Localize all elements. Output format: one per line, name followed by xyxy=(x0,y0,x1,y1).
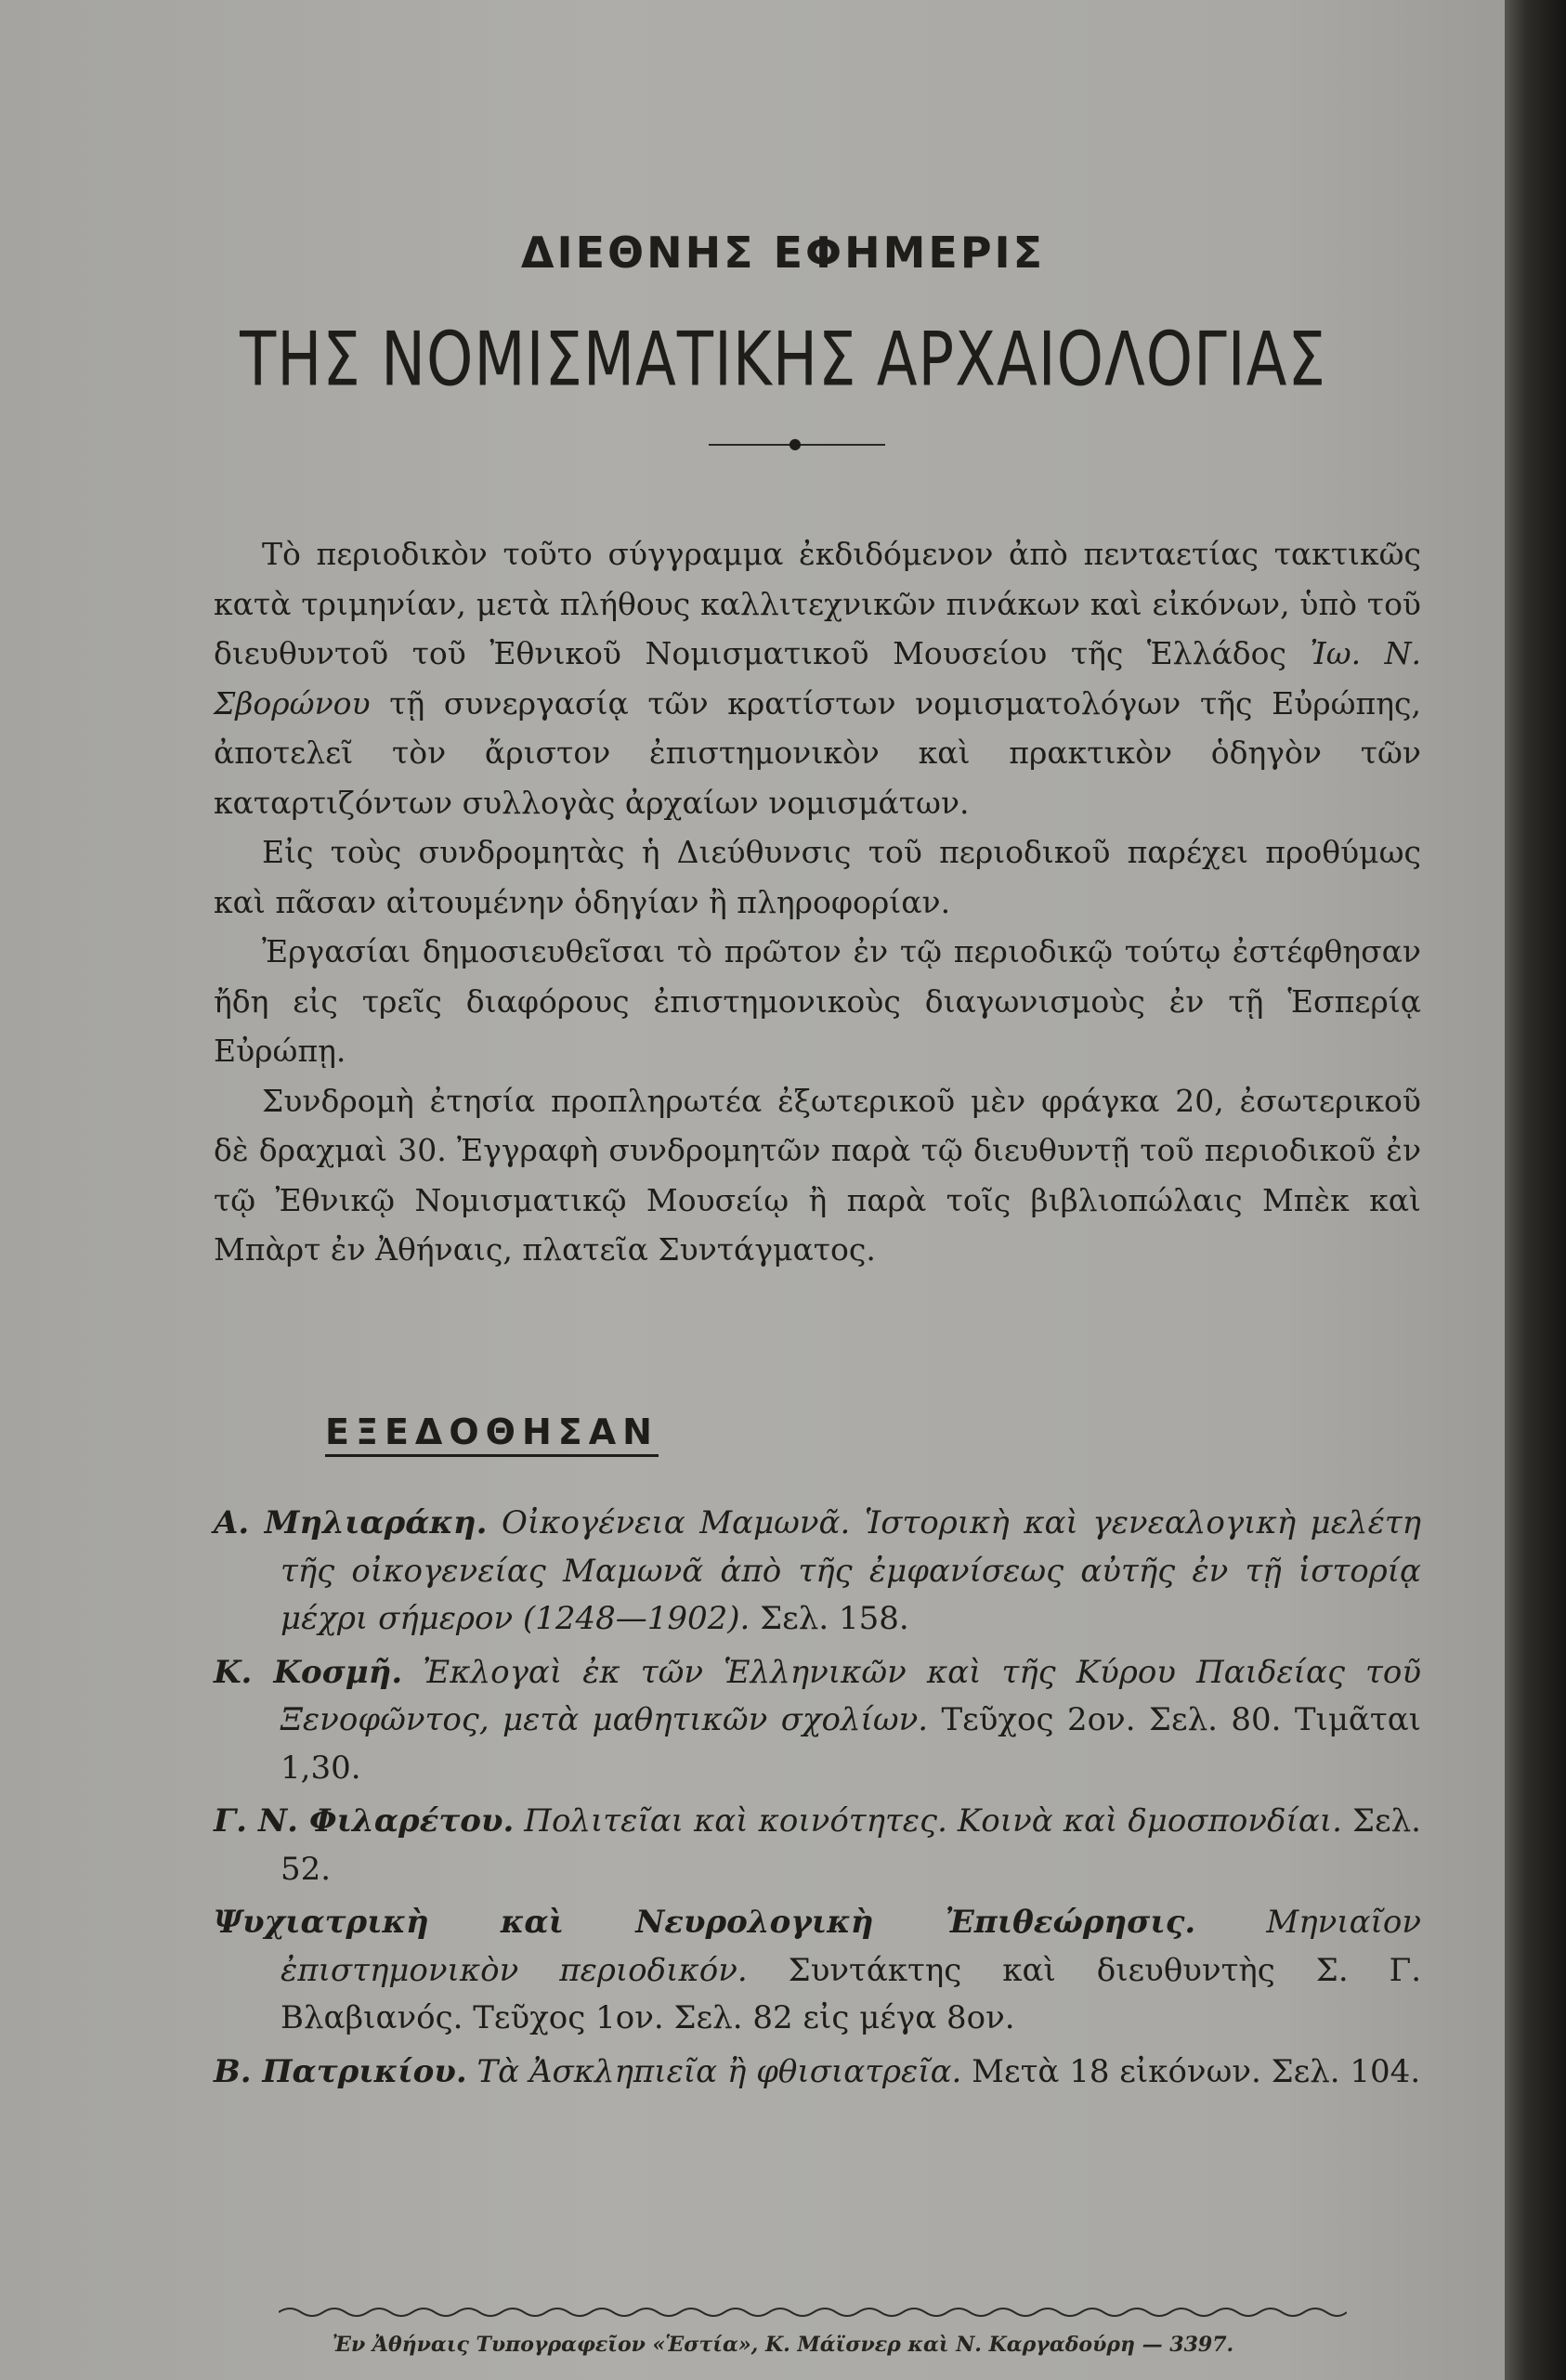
publication-entry: Β. Πατρικίου. Τὰ Ἀσκληπιεῖα ἢ φθισιατρεῖα. Μετὰ 18 εἰκόνων. Σελ. 104. xyxy=(214,2052,1421,2090)
intro-paragraph-2: Εἰς τοὺς συνδρομητὰς ἡ Διεύθυνσις τοῦ περιοδικοῦ παρέχει προθύμως καὶ πᾶσαν αἰτουμένην ὁδηγίαν ἢ πληροφορίαν. xyxy=(214,834,1421,920)
masthead-subtitle: ΤΗΣ ΝΟΜΙΣΜΑΤΙΚΗΣ ΑΡΧΑΙΟΛΟΓΙΑΣ xyxy=(240,318,1326,404)
publication-entry: Α. Μηλιαράκη. Οἰκογένεια Μαμωνᾶ. Ἱστορικὴ καὶ γενεαλογικὴ μελέτη τῆς οἰκογενείας Μαμωνᾶ ἀπὸ τῆς ἐμφανίσεως αὐτῆς ἐν τῇ ἱστορίᾳ μέχρι σήμερον (1248—1902). Σελ. 158. xyxy=(214,1504,1421,1637)
wavy-border xyxy=(279,2303,1347,2321)
publication-entry: Γ. Ν. Φιλαρέτου. Πολιτεῖαι καὶ κοινότητες. Κοινὰ καὶ δμοσπονδίαι. Σελ. 52. xyxy=(214,1802,1421,1888)
publications-list xyxy=(214,1500,1421,2101)
publications-heading: ΕΞΕΔΟΘΗΣΑΝ xyxy=(325,1411,659,1457)
intro-paragraph-3: Ἐργασίαι δημοσιευθεῖσαι τὸ πρῶτον ἐν τῷ περιοδικῷ τούτῳ ἐστέφθησαν ἤδη εἰς τρεῖς διαφόρους ἐπιστημονικοὺς διαγωνισμοὺς ἐν τῇ Ἑσπερίᾳ Εὐρώπῃ. xyxy=(214,933,1421,1069)
rule-ornament: ● xyxy=(789,435,802,452)
intro-paragraph-4: Συνδρομὴ ἐτησία προπληρωτέα ἐξωτερικοῦ μὲν φράγκα 20, ἐσωτερικοῦ δὲ δραχμαὶ 30. Ἐγγραφὴ συνδρομητῶν παρὰ τῷ διευθυντῇ τοῦ περιοδικοῦ ἐν τῷ Ἐθνικῷ Νομισματικῷ Μουσείῳ ἢ παρὰ τοῖς βιβλιοπώλαις Μπὲκ καὶ Μπὰρτ ἐν Ἀθήναις, πλατεῖα Συντάγματος. xyxy=(214,1082,1421,1268)
masthead-title: ΔΙΕΘΝΗΣ ΕΦΗΜΕΡΙΣ xyxy=(520,228,1046,278)
editor-name: Ἰω. Ν. Σβορώνου xyxy=(214,635,1421,722)
intro-paragraph-1: Τὸ περιοδικὸν τοῦτο σύγγραμμα ἐκδιδόμενον ἀπὸ πενταετίας τακτικῶς κατὰ τριμηνίαν, μετὰ πλήθους καλλιτεχνικῶν πινάκων καὶ εἰκόνων, ὑπὸ τοῦ διευθυντοῦ τοῦ Ἐθνικοῦ Νομισματικοῦ Μουσείου τῆς Ἑλλάδος Ἰω. Ν. Σβορώνου τῇ συνεργασίᾳ τῶν κρατίστων νομισματολόγων τῆς Εὐρώπης, ἀποτελεῖ τὸν ἄριστον ἐπιστημονικὸν καὶ πρακτικὸν ὁδηγὸν τῶν καταρτιζόντων συλλογὰς ἀρχαίων νομισμάτων. xyxy=(214,536,1421,821)
printer-imprint: Ἐν Ἀθήναις Τυπογραφεῖον «Ἑστία», Κ. Μάϊσνερ καὶ Ν. Καργαδούρη — 3397. xyxy=(332,2333,1234,2357)
publication-entry: Ψυχιατρικὴ καὶ Νευρολογικὴ Ἐπιθεώρησις. Μηνιαῖον ἐπιστημονικὸν περιοδικόν. Συντάκτης καὶ διευθυντὴς Σ. Γ. Βλαβιανός. Τεῦχος 1ον. Σελ. 82 εἰς μέγα 8ον. xyxy=(214,1904,1422,2036)
publication-entry: Κ. Κοσμῆ. Ἐκλογαὶ ἐκ τῶν Ἑλληνικῶν καὶ τῆς Κύρου Παιδείας τοῦ Ξενοφῶντος, μετὰ μαθητικῶν σχολίων. Τεῦχος 2ον. Σελ. 80. Τιμᾶται 1,30. xyxy=(214,1653,1421,1787)
intro-text xyxy=(214,529,1421,1275)
